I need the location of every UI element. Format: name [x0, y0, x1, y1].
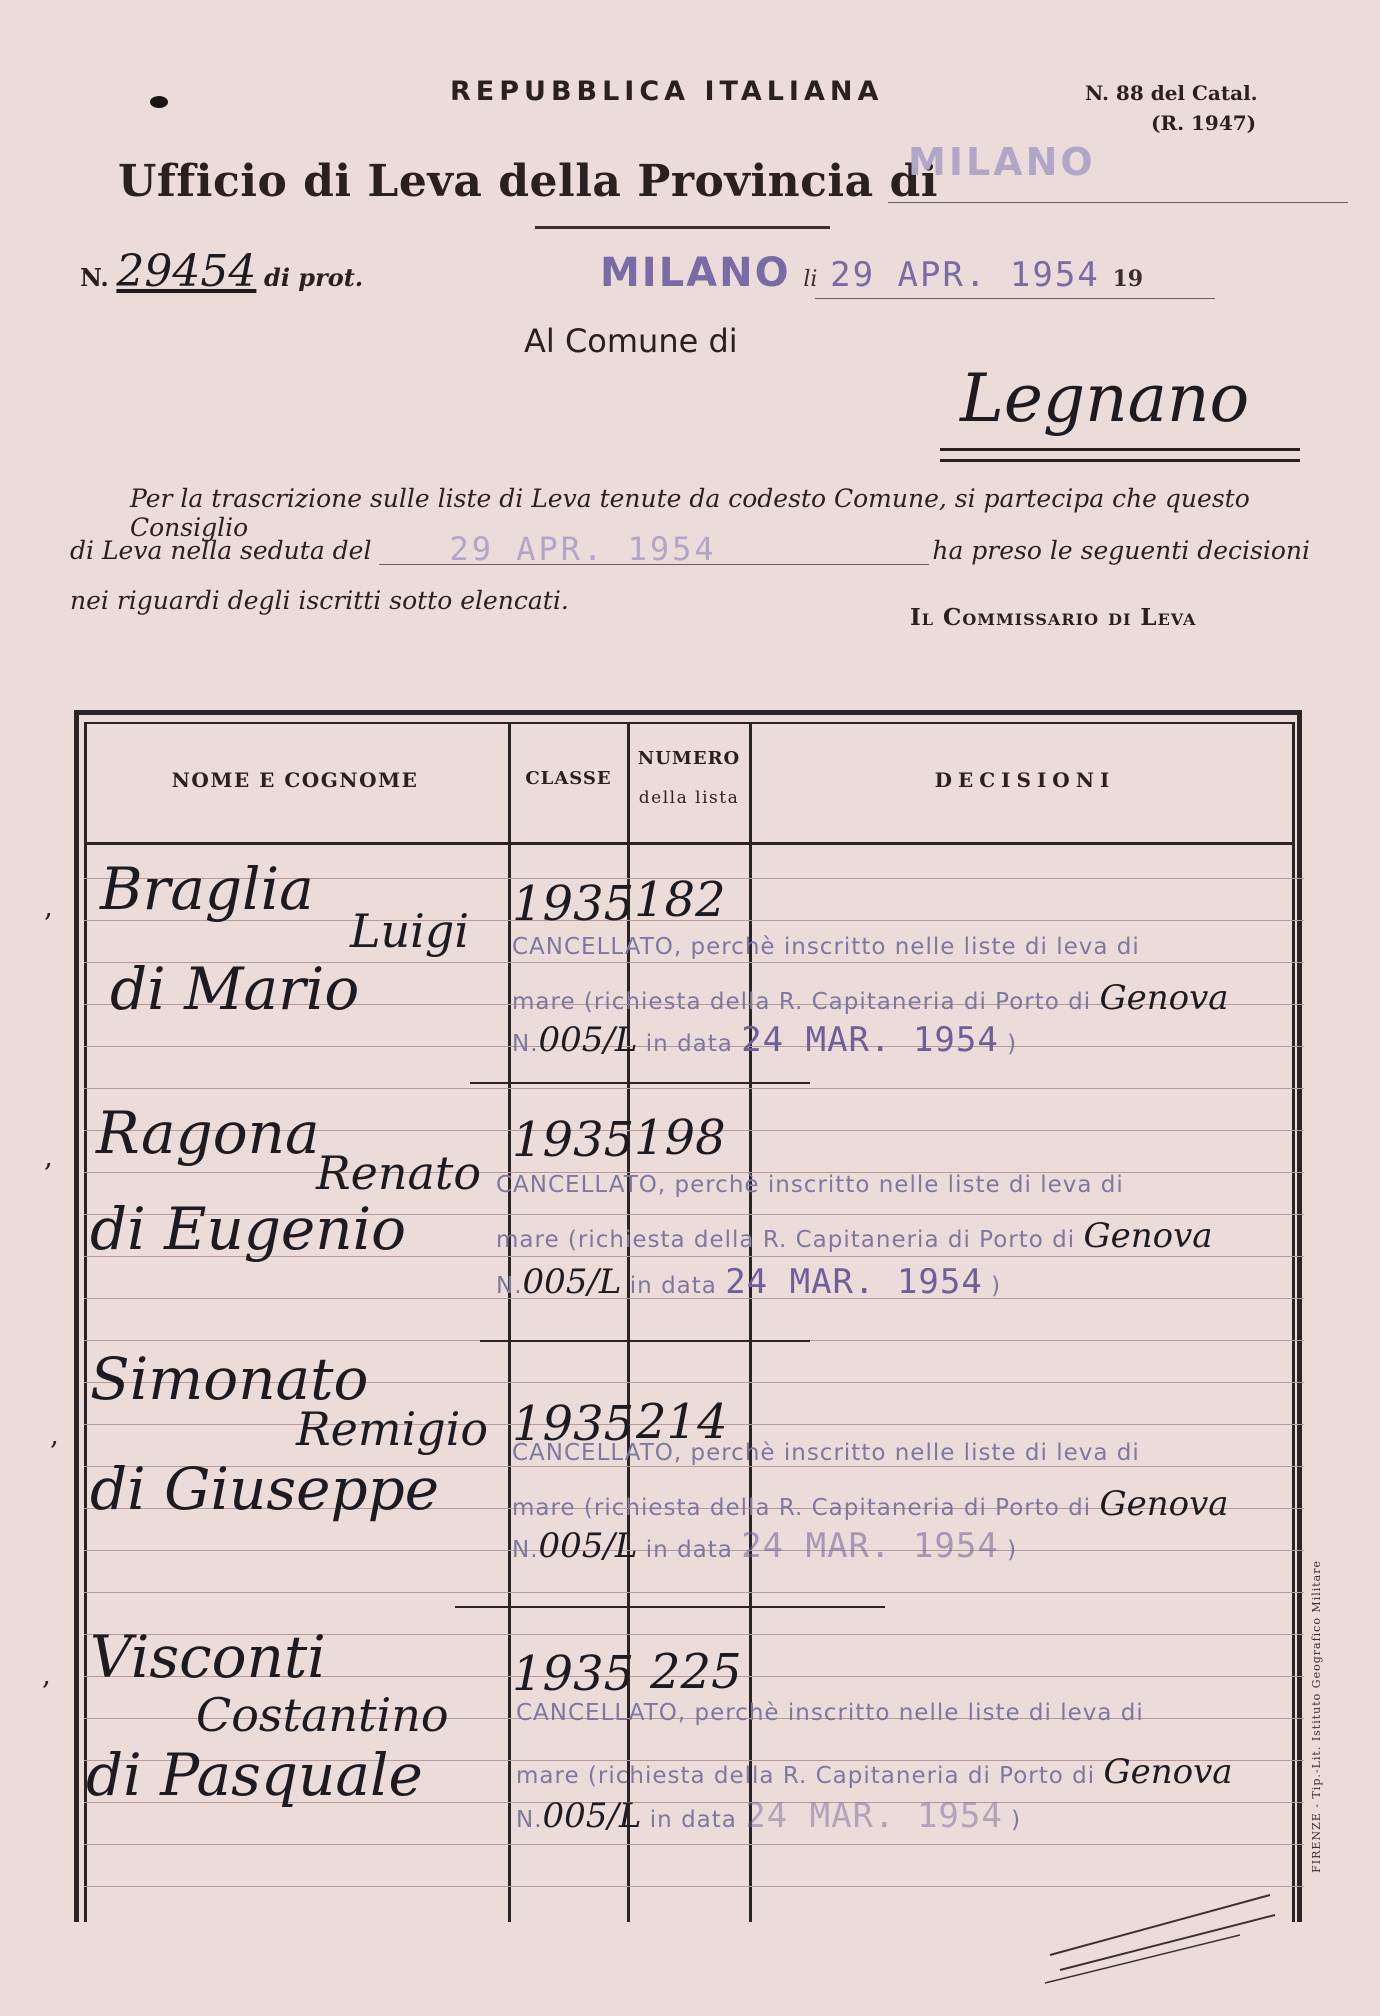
row-4-decision-line-3: [516, 1796, 1021, 1836]
row-separator: [480, 1340, 810, 1342]
table-inner-top: [84, 722, 1292, 724]
li-label: li: [803, 267, 818, 292]
session-date-stamp: 29 APR. 1954: [449, 530, 717, 568]
row-3-numero: 214: [636, 1394, 728, 1450]
row-3-close: ): [1007, 1537, 1018, 1563]
body-line-2-start: di Leva nella seduta del: [70, 536, 372, 565]
row-1-classe: 1935: [512, 876, 635, 932]
catalog-edition: (R. 1947): [1151, 111, 1257, 135]
row-separator: [455, 1606, 885, 1608]
row-1-father: di Mario: [110, 955, 360, 1023]
row-3-decision-line-3: [512, 1526, 1017, 1566]
column-header-numero-sub: della lista: [638, 788, 740, 808]
row-1-decision-line-2: [512, 978, 1229, 1018]
row-1-port: Genova: [1099, 978, 1229, 1018]
row-1-in-data: in data: [645, 1031, 733, 1057]
ruled-line: [84, 1592, 1304, 1593]
row-4-decision-text: mare (richiesta della R. Capitaneria di Porto di: [516, 1763, 1096, 1789]
row-2-close: ): [991, 1273, 1002, 1299]
row-1-numero: 182: [634, 872, 726, 928]
catalog-number: N. 88 del Catal.: [1085, 81, 1258, 105]
row-3-port: Genova: [1099, 1484, 1229, 1524]
protocol-number: [80, 246, 363, 297]
row-4-in-data: in data: [649, 1807, 737, 1833]
republic-heading: REPUBBLICA ITALIANA: [450, 76, 884, 107]
protocol-prefix: N.: [80, 263, 109, 292]
row-tick-mark: ,: [44, 890, 53, 923]
column-header-classe: CLASSE: [525, 768, 612, 789]
row-2-ref-number: 005: [522, 1262, 588, 1302]
row-separator: [470, 1082, 810, 1084]
row-4-classe: 1935: [512, 1646, 635, 1702]
province-stamp: MILANO: [908, 140, 1096, 184]
row-1-ref-suffix: /L: [603, 1020, 638, 1060]
row-1-ref-prefix: N.: [512, 1031, 539, 1057]
column-divider-name: [508, 722, 511, 1922]
column-header-numero: NUMERO: [637, 748, 741, 769]
row-4-decision-line-2: [516, 1752, 1233, 1792]
place-stamp: MILANO: [600, 250, 791, 296]
row-3-ref-prefix: N.: [512, 1537, 539, 1563]
row-1-first-name: Luigi: [350, 904, 470, 958]
row-3-in-data: in data: [645, 1537, 733, 1563]
row-2-in-data: in data: [629, 1273, 717, 1299]
province-line: [888, 202, 1348, 203]
row-2-decision-text: mare (richiesta della R. Capitaneria di Porto di: [496, 1227, 1076, 1253]
catalog-reference: [1085, 78, 1258, 138]
row-tick-mark: ,: [42, 1658, 51, 1691]
row-3-ref-number: 005: [538, 1526, 604, 1566]
date-line: [815, 298, 1215, 299]
printer-credit: FIRENZE - Tip.-Lit. Istituto Geografico Militare: [1310, 1560, 1323, 1873]
row-4-close: ): [1011, 1807, 1022, 1833]
office-title: Ufficio di Leva della Provincia di: [118, 156, 938, 207]
protocol-suffix: di prot.: [264, 263, 364, 292]
row-1-decision-line-3: [512, 1020, 1017, 1060]
row-2-port: Genova: [1083, 1216, 1213, 1256]
recipient-comune-handwritten: Legnano: [960, 360, 1250, 437]
row-4-first-name: Costantino: [196, 1688, 449, 1742]
row-4-father: di Pasquale: [86, 1741, 423, 1809]
row-3-surname: Simonato: [90, 1345, 369, 1413]
row-3-decision-line-1: CANCELLATO, perchè inscritto nelle liste di leva di: [512, 1440, 1140, 1466]
row-2-father: di Eugenio: [90, 1195, 407, 1263]
row-1-decision-line-1: CANCELLATO, perchè inscritto nelle liste di leva di: [512, 934, 1140, 960]
ruled-line: [84, 1844, 1304, 1845]
ruled-line: [84, 1088, 1304, 1089]
closing-slash-marks: [1040, 1885, 1280, 1985]
row-tick-mark: ,: [44, 1140, 53, 1173]
recipient-underlines: [940, 440, 1300, 462]
row-2-first-name: Renato: [316, 1146, 482, 1200]
row-3-classe: 1935: [512, 1396, 635, 1452]
date-stamp: 29 APR. 1954: [830, 255, 1100, 295]
row-1-date: 24 MAR. 1954: [741, 1020, 999, 1060]
row-4-ref-prefix: N.: [516, 1807, 543, 1833]
place-and-date: [600, 250, 1143, 296]
session-date-line: [379, 530, 929, 568]
row-4-numero: 225: [650, 1644, 742, 1700]
row-3-father: di Giuseppe: [90, 1455, 440, 1523]
commissioner-title: Il Commissario di Leva: [910, 604, 1197, 631]
row-1-decision-text: mare (richiesta della R. Capitaneria di Porto di: [512, 989, 1092, 1015]
row-1-ref-number: 005: [538, 1020, 604, 1060]
ink-dot: [150, 96, 168, 108]
row-2-decision-line-1: CANCELLATO, perchè inscritto nelle liste di leva di: [496, 1172, 1124, 1198]
recipient-label: Al Comune di: [524, 322, 738, 360]
row-2-classe: 1935: [512, 1112, 635, 1168]
body-line-3: nei riguardi degli iscritti sotto elencati.: [70, 586, 569, 615]
row-2-surname: Ragona: [96, 1099, 320, 1167]
row-4-ref-number: 005: [542, 1796, 608, 1836]
decorative-rule: [535, 226, 830, 229]
row-4-date: 24 MAR. 1954: [745, 1796, 1003, 1836]
column-header-decisioni: DECISIONI: [934, 768, 1116, 792]
protocol-handwritten-number: 29454: [116, 246, 257, 297]
row-2-date: 24 MAR. 1954: [725, 1262, 983, 1302]
row-2-ref-prefix: N.: [496, 1273, 523, 1299]
year-prefix: 19: [1112, 266, 1144, 292]
row-3-decision-line-2: [512, 1484, 1229, 1524]
row-3-first-name: Remigio: [296, 1402, 489, 1456]
row-3-date: 24 MAR. 1954: [741, 1526, 999, 1566]
row-4-port: Genova: [1103, 1752, 1233, 1792]
row-2-decision-line-3: [496, 1262, 1001, 1302]
column-divider-numero: [749, 722, 752, 1922]
row-3-ref-suffix: /L: [603, 1526, 638, 1566]
body-line-2: [70, 530, 1310, 568]
table-header-bottom: [84, 842, 1294, 845]
row-4-ref-suffix: /L: [607, 1796, 642, 1836]
column-header-name: NOME E COGNOME: [171, 768, 419, 792]
row-4-decision-line-1: CANCELLATO, perchè inscritto nelle liste di leva di: [516, 1700, 1144, 1726]
row-2-numero: 198: [634, 1110, 726, 1166]
body-line-2-end: ha preso le seguenti decisioni: [932, 536, 1310, 565]
row-2-decision-line-2: [496, 1216, 1213, 1256]
row-4-surname: Visconti: [90, 1623, 326, 1691]
table-right-border: [1292, 722, 1295, 1922]
row-1-surname: Braglia: [100, 855, 314, 923]
body-line-1: Per la trascrizione sulle liste di Leva tenute da codesto Comune, si partecipa che questo Consiglio: [130, 484, 1250, 542]
row-2-ref-suffix: /L: [587, 1262, 622, 1302]
row-1-close: ): [1007, 1031, 1018, 1057]
row-3-decision-text: mare (richiesta della R. Capitaneria di Porto di: [512, 1495, 1092, 1521]
row-tick-mark: ,: [50, 1418, 59, 1451]
